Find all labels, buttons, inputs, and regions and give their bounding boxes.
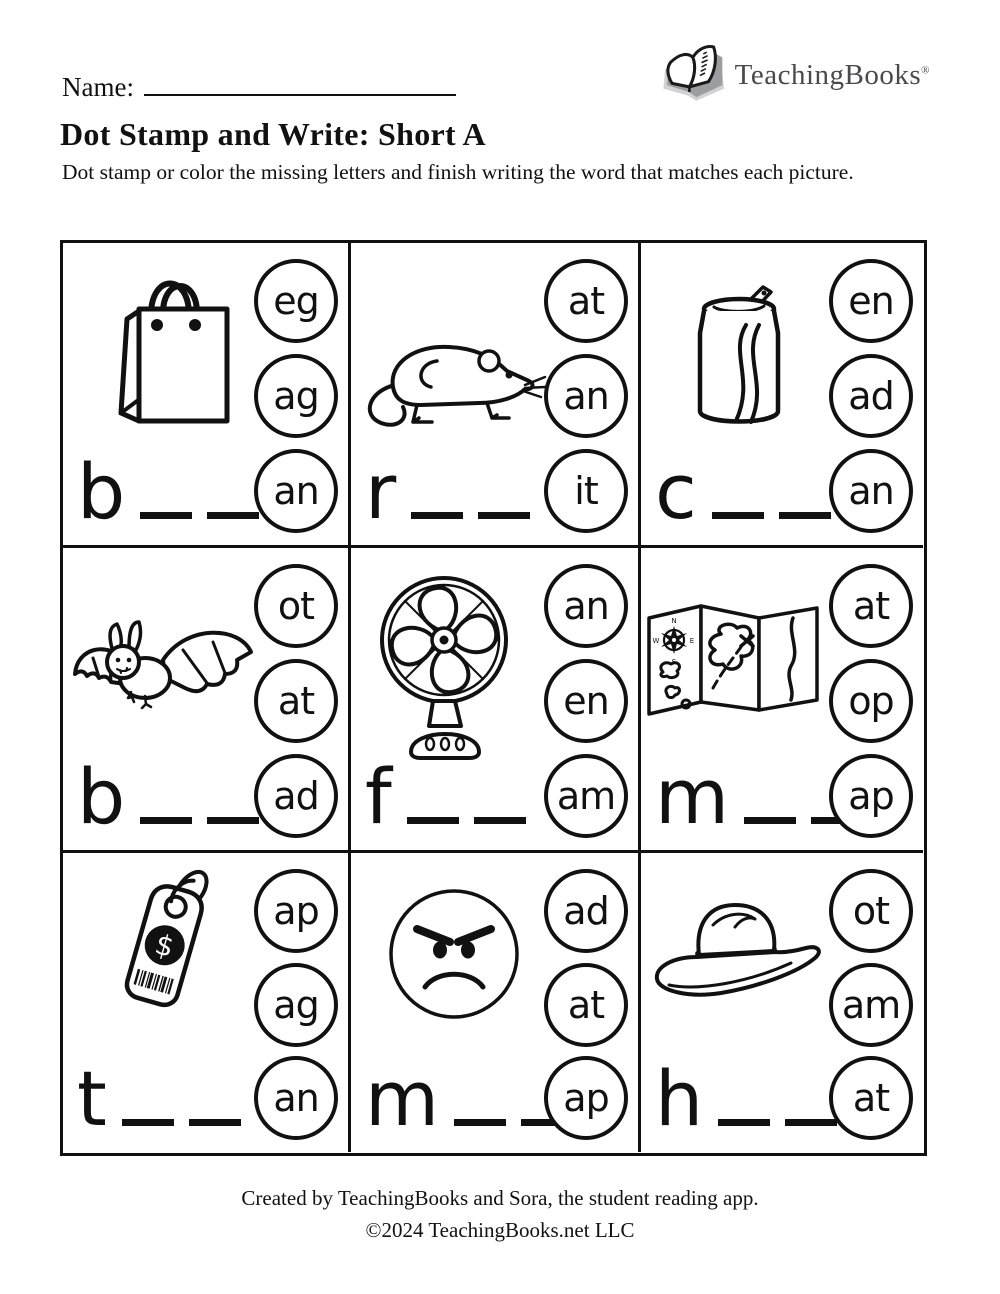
word-blank[interactable] bbox=[189, 1119, 241, 1126]
option-circle[interactable]: ap bbox=[829, 754, 913, 838]
option-circle[interactable]: ad bbox=[544, 869, 628, 953]
page-footer bbox=[0, 1183, 1000, 1246]
option-column bbox=[824, 259, 918, 533]
cell-can bbox=[641, 243, 923, 548]
word-start-letter: b bbox=[77, 446, 126, 536]
word-blank[interactable] bbox=[744, 817, 796, 824]
word-start-letter: c bbox=[655, 446, 697, 536]
cell-tag bbox=[63, 853, 351, 1152]
option-circle[interactable]: am bbox=[829, 963, 913, 1047]
option-column bbox=[824, 869, 918, 1140]
word-blank[interactable] bbox=[474, 817, 526, 824]
word-blank[interactable] bbox=[712, 512, 764, 519]
word-line bbox=[77, 1053, 241, 1143]
cowboy-hat-picture bbox=[647, 895, 833, 1013]
option-circle[interactable]: an bbox=[544, 354, 628, 438]
word-line bbox=[655, 1053, 837, 1143]
option-circle[interactable]: an bbox=[829, 449, 913, 533]
option-circle[interactable]: at bbox=[544, 963, 628, 1047]
option-circle[interactable]: ap bbox=[544, 1056, 628, 1140]
teachingbooks-logo bbox=[653, 40, 930, 111]
dollar-sign: $ bbox=[151, 927, 178, 965]
word-start-letter: f bbox=[365, 751, 392, 841]
option-column bbox=[539, 564, 633, 838]
word-blank[interactable] bbox=[140, 817, 192, 824]
footer-credit: Created by TeachingBooks and Sora, the student reading app. bbox=[241, 1186, 759, 1210]
word-start-letter: b bbox=[77, 751, 126, 841]
option-column bbox=[824, 564, 918, 838]
shopping-bag-picture bbox=[107, 261, 239, 433]
mad-face-picture bbox=[383, 883, 525, 1025]
open-book-icon bbox=[653, 40, 731, 111]
word-blank[interactable] bbox=[411, 512, 463, 519]
treasure-map-picture bbox=[643, 598, 823, 720]
word-blank[interactable] bbox=[140, 512, 192, 519]
price-tag-picture bbox=[89, 859, 239, 1029]
word-line bbox=[365, 751, 526, 841]
option-column bbox=[249, 259, 343, 533]
option-circle[interactable]: ot bbox=[254, 564, 338, 648]
word-start-letter: r bbox=[365, 446, 397, 536]
soda-can-picture bbox=[689, 281, 791, 443]
worksheet-grid bbox=[60, 240, 927, 1156]
option-circle[interactable]: ot bbox=[829, 869, 913, 953]
option-circle[interactable]: it bbox=[544, 449, 628, 533]
cell-fan bbox=[351, 548, 641, 853]
option-circle[interactable]: en bbox=[544, 659, 628, 743]
word-blank[interactable] bbox=[407, 817, 459, 824]
option-circle[interactable]: at bbox=[254, 659, 338, 743]
option-circle[interactable]: an bbox=[544, 564, 628, 648]
word-blank[interactable] bbox=[122, 1119, 174, 1126]
word-line bbox=[655, 446, 831, 536]
option-circle[interactable]: am bbox=[544, 754, 628, 838]
instructions-text: Dot stamp or color the missing letters and finish writing the word that matches each picture. bbox=[62, 160, 854, 184]
option-column bbox=[249, 564, 343, 838]
option-circle[interactable]: at bbox=[829, 1056, 913, 1140]
option-circle[interactable]: op bbox=[829, 659, 913, 743]
footer-copyright: ©2024 TeachingBooks.net LLC bbox=[365, 1217, 635, 1242]
word-start-letter: h bbox=[655, 1053, 704, 1143]
compass-n-label: N bbox=[671, 617, 677, 625]
option-circle[interactable]: an bbox=[254, 1056, 338, 1140]
option-column bbox=[539, 259, 633, 533]
option-circle[interactable]: an bbox=[254, 449, 338, 533]
rat-picture bbox=[357, 315, 547, 440]
word-start-letter: m bbox=[365, 1053, 440, 1143]
option-circle[interactable]: ag bbox=[254, 354, 338, 438]
word-blank[interactable] bbox=[478, 512, 530, 519]
cell-bat bbox=[63, 548, 351, 853]
word-start-letter: t bbox=[77, 1053, 107, 1143]
option-column bbox=[539, 869, 633, 1140]
option-circle[interactable]: at bbox=[544, 259, 628, 343]
compass-e-label: E bbox=[689, 637, 695, 645]
word-blank[interactable] bbox=[454, 1119, 506, 1126]
fan-picture bbox=[377, 568, 513, 760]
option-circle[interactable]: en bbox=[829, 259, 913, 343]
page-title: Dot Stamp and Write: Short A bbox=[60, 116, 486, 152]
option-circle[interactable]: ap bbox=[254, 869, 338, 953]
cell-bag bbox=[63, 243, 351, 548]
name-label: Name: bbox=[62, 72, 134, 102]
cell-map bbox=[641, 548, 923, 853]
word-line bbox=[77, 751, 259, 841]
word-line bbox=[365, 446, 530, 536]
cell-mad bbox=[351, 853, 641, 1152]
option-circle[interactable]: eg bbox=[254, 259, 338, 343]
word-blank[interactable] bbox=[779, 512, 831, 519]
cell-hat bbox=[641, 853, 923, 1152]
bat-picture bbox=[71, 614, 261, 726]
option-circle[interactable]: ad bbox=[254, 754, 338, 838]
word-blank[interactable] bbox=[718, 1119, 770, 1126]
cell-rat bbox=[351, 243, 641, 548]
logo-wordmark: TeachingBooks® bbox=[734, 59, 930, 91]
name-input-line[interactable] bbox=[144, 70, 456, 96]
name-row bbox=[62, 70, 456, 103]
word-start-letter: m bbox=[655, 751, 730, 841]
option-circle[interactable]: ag bbox=[254, 963, 338, 1047]
option-circle[interactable]: ad bbox=[829, 354, 913, 438]
registered-mark: ® bbox=[921, 64, 930, 77]
word-line bbox=[77, 446, 259, 536]
compass-w-label: W bbox=[652, 637, 660, 645]
option-column bbox=[249, 869, 343, 1140]
option-circle[interactable]: at bbox=[829, 564, 913, 648]
